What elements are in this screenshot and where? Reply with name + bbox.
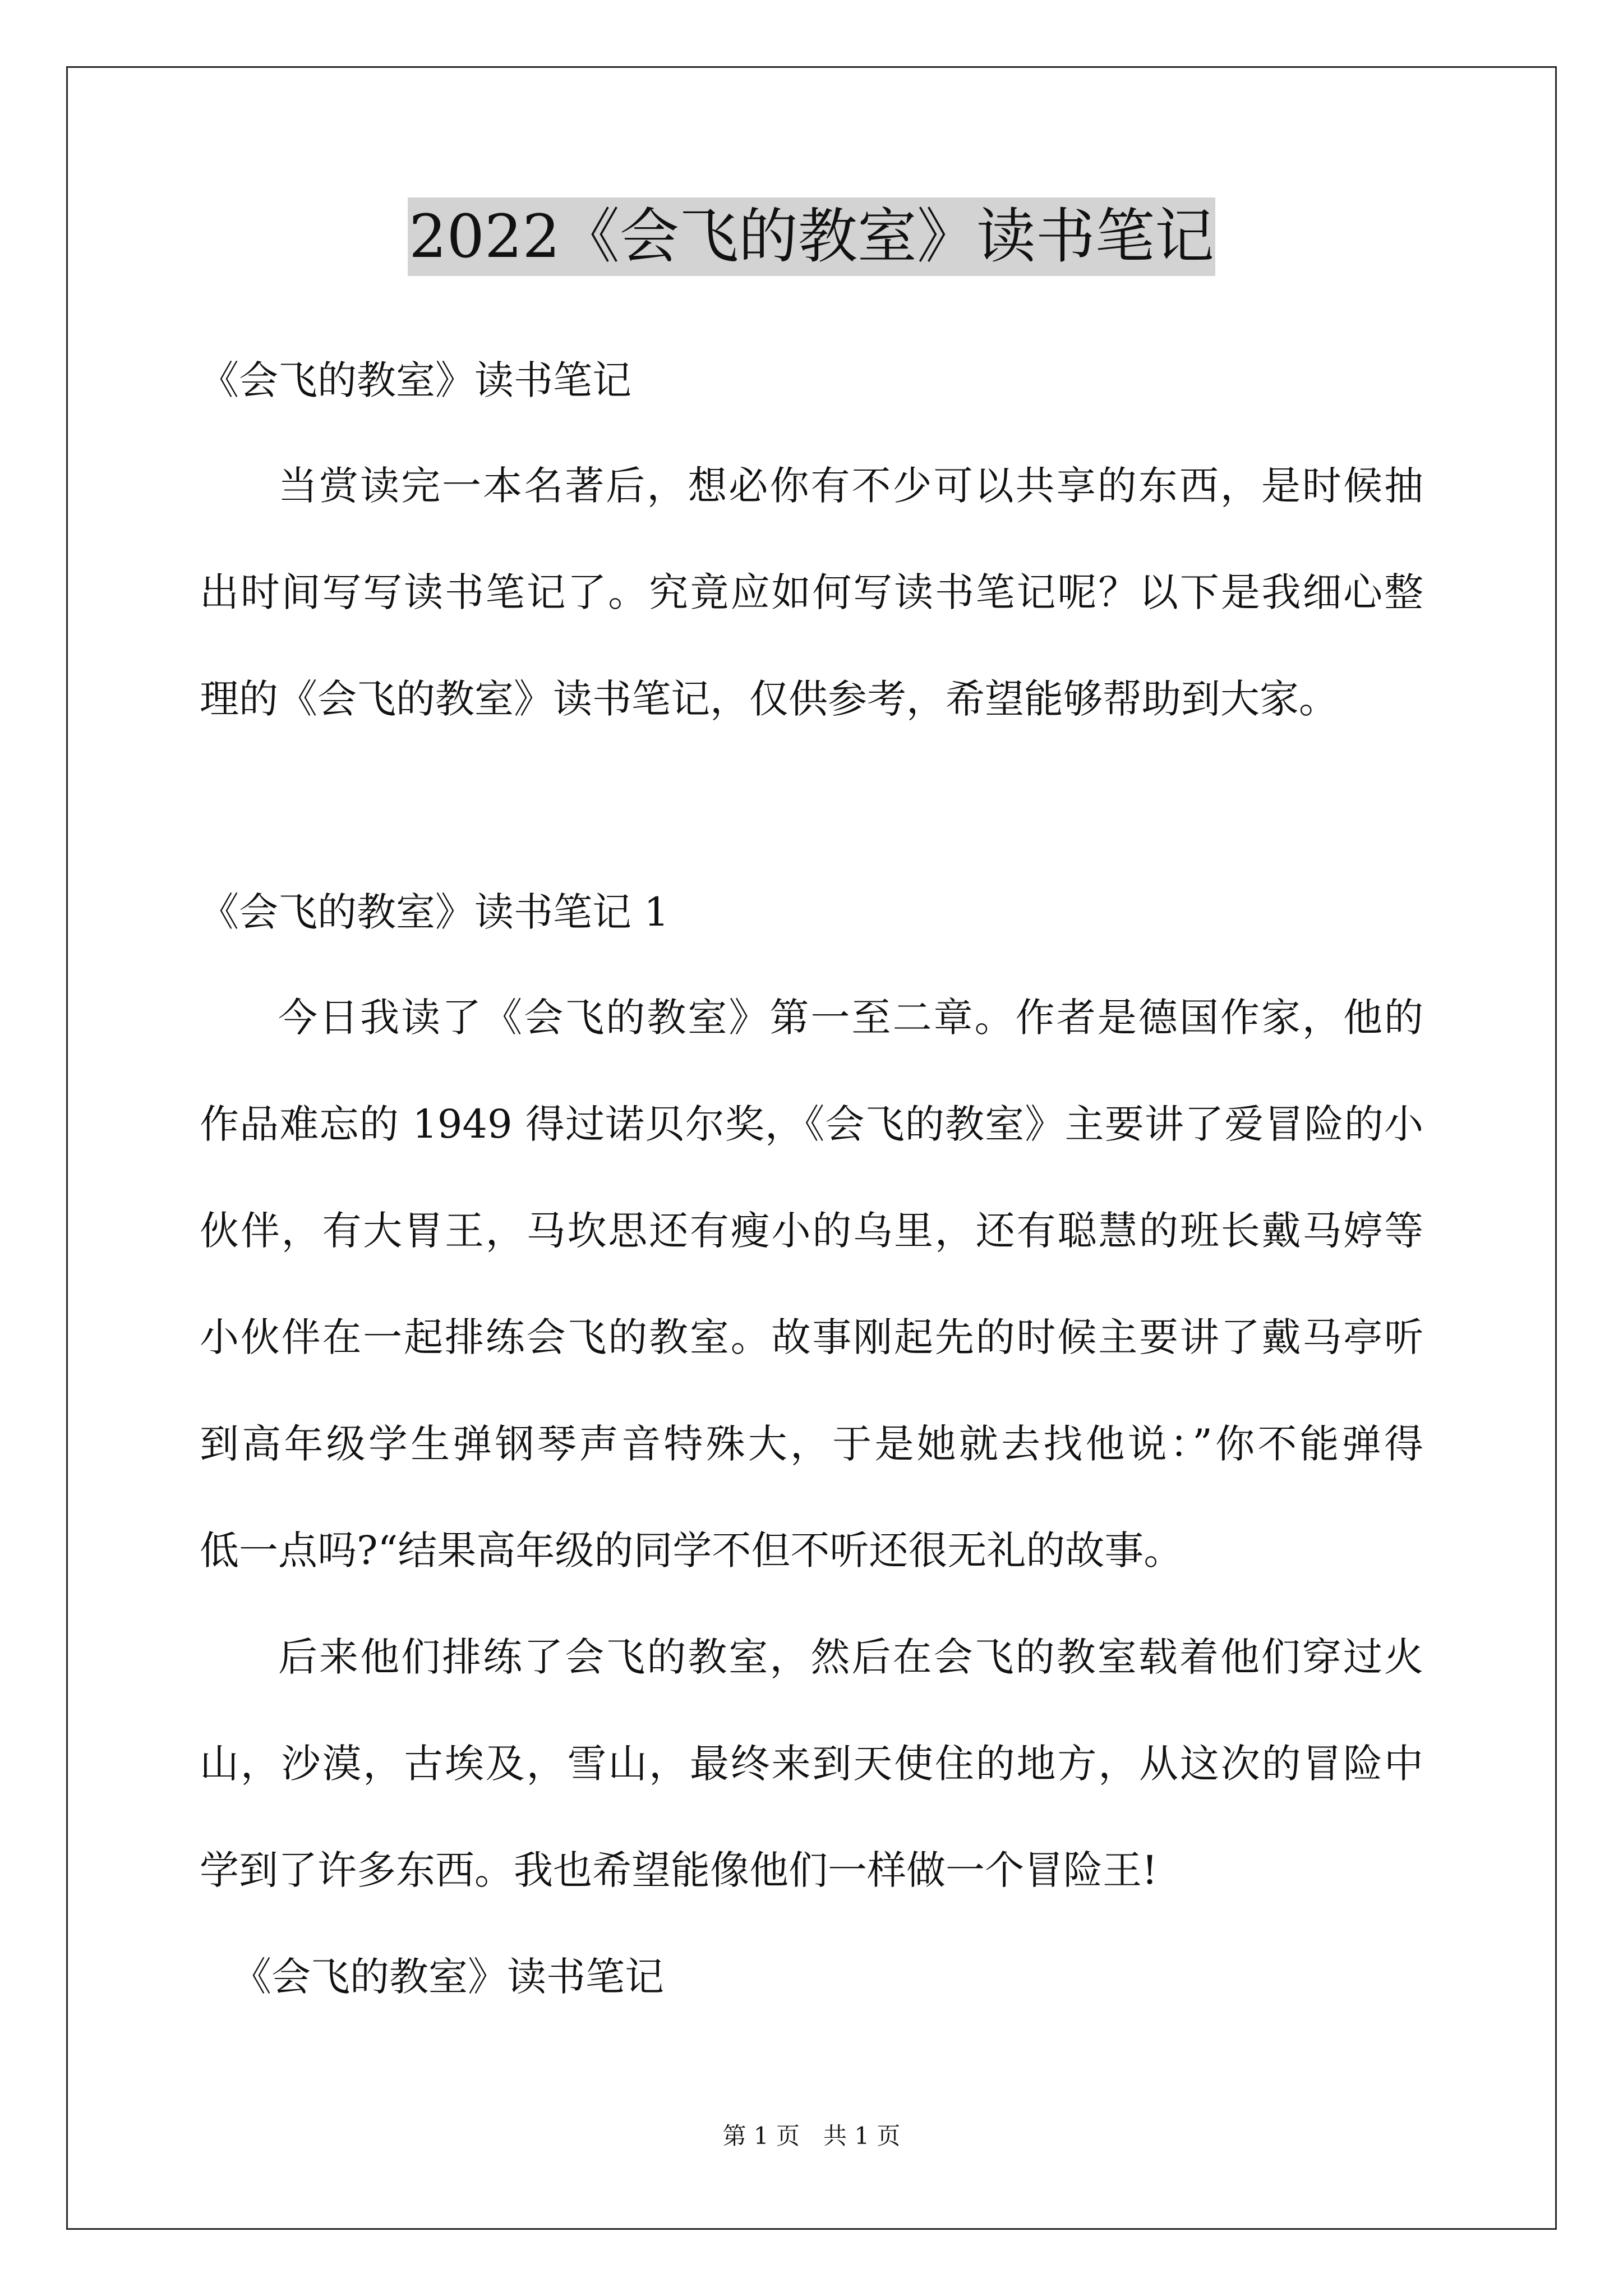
document-title: 2022《会飞的教室》读书笔记 <box>408 197 1215 276</box>
intro-paragraph-line-2: 出时间写写读书笔记了。究竟应如何写读书笔记呢？以下是我细心整 <box>200 569 1423 615</box>
section-heading-1: 《会飞的教室》读书笔记 1 <box>200 889 669 935</box>
section1-paragraph1-line-5: 到高年级学生弹钢琴声音特殊大，于是她就去找他说：”你不能弹得 <box>200 1421 1423 1467</box>
section1-paragraph1-line-2: 作品难忘的 1949 得过诺贝尔奖，《会飞的教室》主要讲了爱冒险的小 <box>200 1101 1423 1147</box>
section1-paragraph1-line-3: 伙伴，有大胃王，马坎思还有瘦小的乌里，还有聪慧的班长戴马婷等 <box>200 1208 1423 1254</box>
section1-paragraph2-line-1: 后来他们排练了会飞的教室，然后在会飞的教室载着他们穿过火 <box>278 1634 1423 1680</box>
section1-paragraph1-line-4: 小伙伴在一起排练会飞的教室。故事刚起先的时候主要讲了戴马亭听 <box>200 1314 1423 1360</box>
section1-paragraph1-line-1: 今日我读了《会飞的教室》第一至二章。作者是德国作家，他的 <box>278 995 1423 1041</box>
intro-paragraph-line-1: 当赏读完一本名著后，想必你有不少可以共享的东西，是时候抽 <box>278 463 1423 509</box>
section1-paragraph2-line-3: 学到了许多东西。我也希望能像他们一样做一个冒险王! <box>200 1847 1158 1893</box>
intro-paragraph-line-3: 理的《会飞的教室》读书笔记，仅供参考，希望能够帮助到大家。 <box>200 676 1338 722</box>
page-footer: 第 1 页 共 1 页 <box>722 2122 901 2150</box>
section1-paragraph2-line-2: 山，沙漠，古埃及，雪山，最终来到天使住的地方，从这次的冒险中 <box>200 1741 1423 1787</box>
title-container <box>0 197 1623 276</box>
closing-heading: 《会飞的教室》读书笔记 <box>232 1954 664 2000</box>
section1-paragraph1-line-6: 低一点吗?“结果高年级的同学不但不听还很无礼的故事。 <box>200 1527 1183 1573</box>
subheading-intro: 《会飞的教室》读书笔记 <box>200 357 631 403</box>
